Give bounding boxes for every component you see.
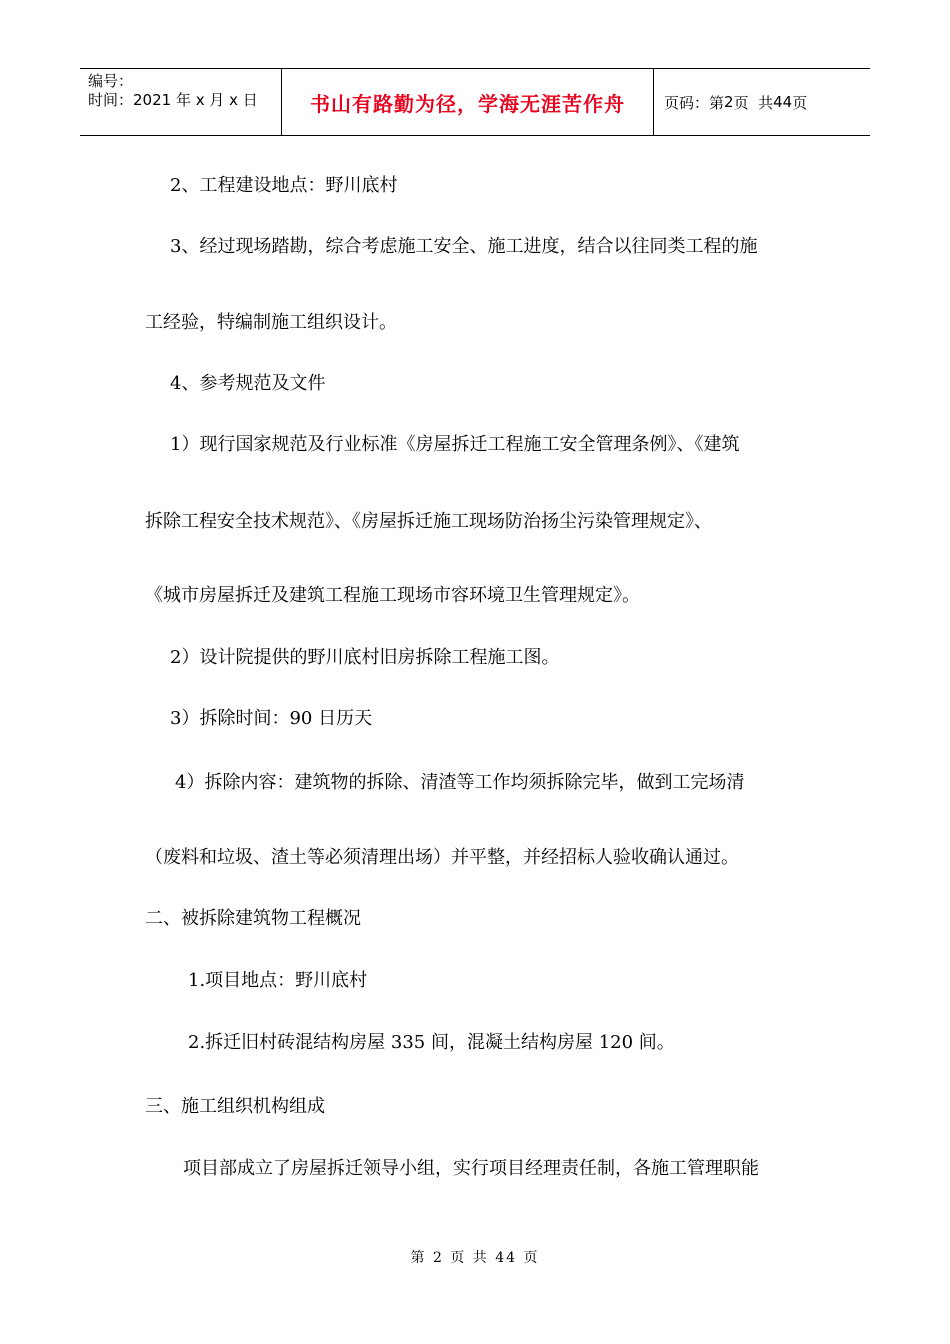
header-meta [80, 69, 282, 135]
body-line-ref-2: 2）设计院提供的野川底村旧房拆除工程施工图。 [170, 647, 560, 668]
page-middle: 页 共 [733, 93, 774, 112]
body-line-org: 项目部成立了房屋拆迁领导小组，实行项目经理责任制，各施工管理职能 [183, 1158, 759, 1179]
page-suffix: 页 [792, 93, 808, 112]
body-line-ref-1: 1）现行国家规范及行业标准《房屋拆迁工程施工安全管理条例》、《建筑 [170, 434, 740, 455]
document-time-label: 时间：2021 年 x 月 x 日 [88, 91, 258, 109]
body-line-site: 2、工程建设地点：野川底村 [170, 175, 398, 196]
section-heading-3: 三、施工组织机构组成 [145, 1096, 325, 1117]
document-number-label: 编号： [88, 72, 134, 90]
page-footer: 第 2 页 共 44 页 [410, 1250, 540, 1266]
body-line-demolition-count: 2.拆迁旧村砖混结构房屋 335 间，混凝土结构房屋 120 间。 [188, 1032, 675, 1053]
body-line-ref-4-cont: （废料和垃圾、渣土等必须清理出场）并平整，并经招标人验收确认通过。 [145, 847, 739, 868]
body-line-ref-1-cont2: 《城市房屋拆迁及建筑工程施工现场市容环境卫生管理规定》。 [145, 585, 640, 606]
body-line-ref-3: 3）拆除时间：90 日历天 [170, 708, 373, 729]
body-line-project-site: 1.项目地点：野川底村 [188, 970, 368, 991]
body-line-ref-4: 4）拆除内容：建筑物的拆除、清渣等工作均须拆除完毕，做到工完场清 [175, 772, 745, 793]
body-line-references-heading: 4、参考规范及文件 [170, 373, 326, 394]
page-total-number: 44 [773, 93, 793, 111]
page-prefix: 页码：第 [664, 93, 725, 112]
section-heading-2: 二、被拆除建筑物工程概况 [145, 908, 361, 929]
page-current-number: 2 [724, 93, 734, 111]
header-motto: 书山有路勤为径，学海无涯苦作舟 [310, 91, 625, 116]
header-motto-cell [282, 69, 654, 135]
body-line-survey: 3、经过现场踏勘，综合考虑施工安全、施工进度，结合以往同类工程的施 [170, 236, 758, 257]
body-line-ref-1-cont: 拆除工程安全技术规范》、《房屋拆迁施工现场防治扬尘污染管理规定》、 [145, 511, 712, 532]
body-line-survey-cont: 工经验，特编制施工组织设计。 [145, 312, 397, 333]
header-page-info [654, 69, 870, 135]
page-header [80, 68, 870, 136]
